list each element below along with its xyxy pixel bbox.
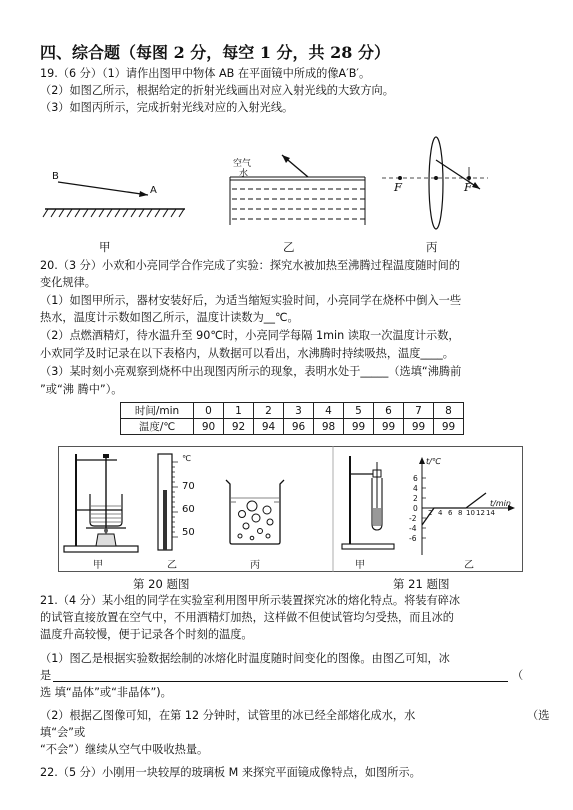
q20-therm-unit: ℃ (182, 454, 191, 463)
q21-line-6: 选 填“晶体”或“非晶体”)。 (40, 686, 172, 699)
table-cell: 92 (224, 419, 254, 435)
q21-caption-jia: 甲 (355, 560, 365, 571)
table-cell: 90 (194, 419, 224, 435)
q19-line-1: 19.（6 分）（1）请作出图甲中物体 AB 在平面镜中所成的像A′B′。 (40, 67, 371, 80)
q21-line-9: “不会”）继续从空气中吸收热量。 (40, 743, 209, 756)
section-title: 四、综合题（每图 2 分，每空 1 分，共 28 分） (40, 43, 390, 62)
q20-line-1: 20.（3 分）小欢和小亮同学合作完成了实验：探究水被加热至沸腾过程温度随时间的 (40, 259, 461, 272)
table-cell: 8 (434, 403, 464, 419)
q21-figure-caption: 第 21 题图 (393, 577, 450, 591)
table-cell: 99 (374, 419, 404, 435)
q20-caption-yi: 乙 (167, 560, 177, 571)
table-row-temp (121, 419, 464, 435)
q21-caption-yi: 乙 (464, 560, 474, 571)
table-cell: 4 (314, 403, 344, 419)
table-cell: 96 (284, 419, 314, 435)
q19-caption-yi: 乙 (283, 240, 295, 254)
q21-line-2: 的试管直接放置在空气中，不用酒精灯加热，这样做不但使试管均匀受热，而且冰的 (40, 611, 454, 624)
q19-caption-jia: 甲 (99, 240, 111, 254)
q20-figure-jia-apparatus (62, 450, 142, 555)
table-cell: 99 (344, 419, 374, 435)
q21-answer-blank-1 (53, 681, 508, 682)
q21-line-8: 填“会”或 (40, 726, 86, 739)
q20-line-3: （1）如图甲所示，器材安装好后，为适当缩短实验时间，小亮同学在烧杯中倒入一些 (40, 294, 462, 307)
q22-line-1: 22.（5 分）小刚用一块较厚的玻璃板 M 来探究平面镜成像特点，如图所示。 (40, 766, 421, 779)
q21-x-tick: 6 (448, 509, 453, 517)
q20-line-8: ”或“沸 腾中”）。 (40, 383, 123, 396)
table-header-time: 时间/min (121, 403, 194, 419)
table-cell: 1 (224, 403, 254, 419)
q21-y-tick: -4 (409, 524, 417, 533)
table-cell: 0 (194, 403, 224, 419)
q20-line-5: （2）点燃酒精灯，待水温升至 90℃时，小亮同学每隔 1min 读取一次温度计示数， (40, 329, 460, 342)
q19-label-a: A (150, 185, 157, 196)
q21-figure-jia-stand (340, 452, 400, 552)
q21-figure-yi-graph (408, 455, 518, 565)
q21-axis-x-label: t/min (490, 499, 511, 508)
q19-label-water: 水 (239, 169, 249, 179)
q21-x-tick: 2 (428, 509, 433, 517)
q19-figure-yi (230, 150, 380, 230)
table-cell: 3 (284, 403, 314, 419)
q20-caption-bing: 丙 (250, 560, 260, 571)
table-header-temp: 温度/℃ (121, 419, 194, 435)
q19-label-f-left: F (394, 180, 402, 194)
q21-y-tick: -6 (409, 534, 417, 543)
q21-line-5-start: 是 (40, 669, 52, 682)
q21-y-tick: 6 (413, 474, 418, 483)
q19-figure-jia (40, 165, 190, 225)
q21-line-1: 21.（4 分）某小组的同学在实验室利用图甲所示装置探究冰的熔化特点。将装有碎冰 (40, 594, 461, 607)
table-cell: 98 (314, 419, 344, 435)
q21-x-tick: 14 (486, 509, 495, 517)
q21-y-tick: 2 (413, 494, 418, 503)
q19-caption-bing: 丙 (426, 240, 438, 254)
q19-label-air: 空气 (233, 159, 252, 169)
table-cell: 99 (404, 419, 434, 435)
q20-line-7: （3）某时刻小亮观察到烧杯中出现图丙所示的现象，表明水处于_____（选填“沸腾前 (40, 365, 462, 378)
table-cell: 94 (254, 419, 284, 435)
q21-x-tick: 4 (438, 509, 443, 517)
table-cell: 2 (254, 403, 284, 419)
q19-line-3: （3）如图丙所示，完成折射光线对应的入射光线。 (40, 101, 294, 114)
q21-line-3: 温度升高较慢，便于记录各个时刻的温度。 (40, 628, 253, 641)
table-cell: 7 (404, 403, 434, 419)
q21-line-7: （2）根据乙图像可知，在第 12 分钟时，试管里的冰已经全部熔化成水，水 (40, 709, 416, 722)
q21-line-7-end: （选 (527, 709, 550, 722)
q21-axis-y-label: t/℃ (426, 457, 441, 466)
q20-line-6: 小欢同学及时记录在以下表格内，从数据可以看出，水沸腾时持续吸热，温度____。 (40, 347, 454, 360)
q21-y-tick: 0 (413, 504, 418, 513)
q20-line-2: 变化规律。 (40, 276, 96, 289)
q19-label-f-right: F (464, 180, 472, 194)
table-cell: 99 (434, 419, 464, 435)
q20-caption-jia: 甲 (93, 560, 103, 571)
q20-line-4: 热水，温度计示数如图乙所示，温度计读数为__℃。 (40, 311, 299, 324)
q20-therm-tick-50: 50 (182, 527, 195, 538)
q21-line-4: （1）图乙是根据实验数据绘制的冰熔化时温度随时间变化的图像。由图乙可知，冰 (40, 652, 450, 665)
table-cell: 6 (374, 403, 404, 419)
q20-figure-caption: 第 20 题图 (133, 577, 190, 591)
q21-line-5-end: （ (512, 669, 524, 682)
q19-label-b: B (52, 171, 59, 182)
q19-line-2: （2）如图乙所示，根据给定的折射光线画出对应入射光线的大致方向。 (40, 84, 394, 97)
q20-therm-tick-60: 60 (182, 504, 195, 515)
q21-y-tick: -2 (409, 514, 417, 523)
q20-data-table (120, 402, 464, 435)
q21-x-tick: 8 (458, 509, 463, 517)
q21-y-tick: 4 (413, 484, 418, 493)
q20-figure-bing-beaker (222, 478, 292, 548)
q20-therm-tick-70: 70 (182, 481, 195, 492)
q20-figure-yi-thermometer (150, 452, 210, 552)
table-cell: 5 (344, 403, 374, 419)
q21-x-tick: 10 (466, 509, 475, 517)
table-row-time (121, 403, 464, 419)
q21-x-tick: 12 (476, 509, 485, 517)
